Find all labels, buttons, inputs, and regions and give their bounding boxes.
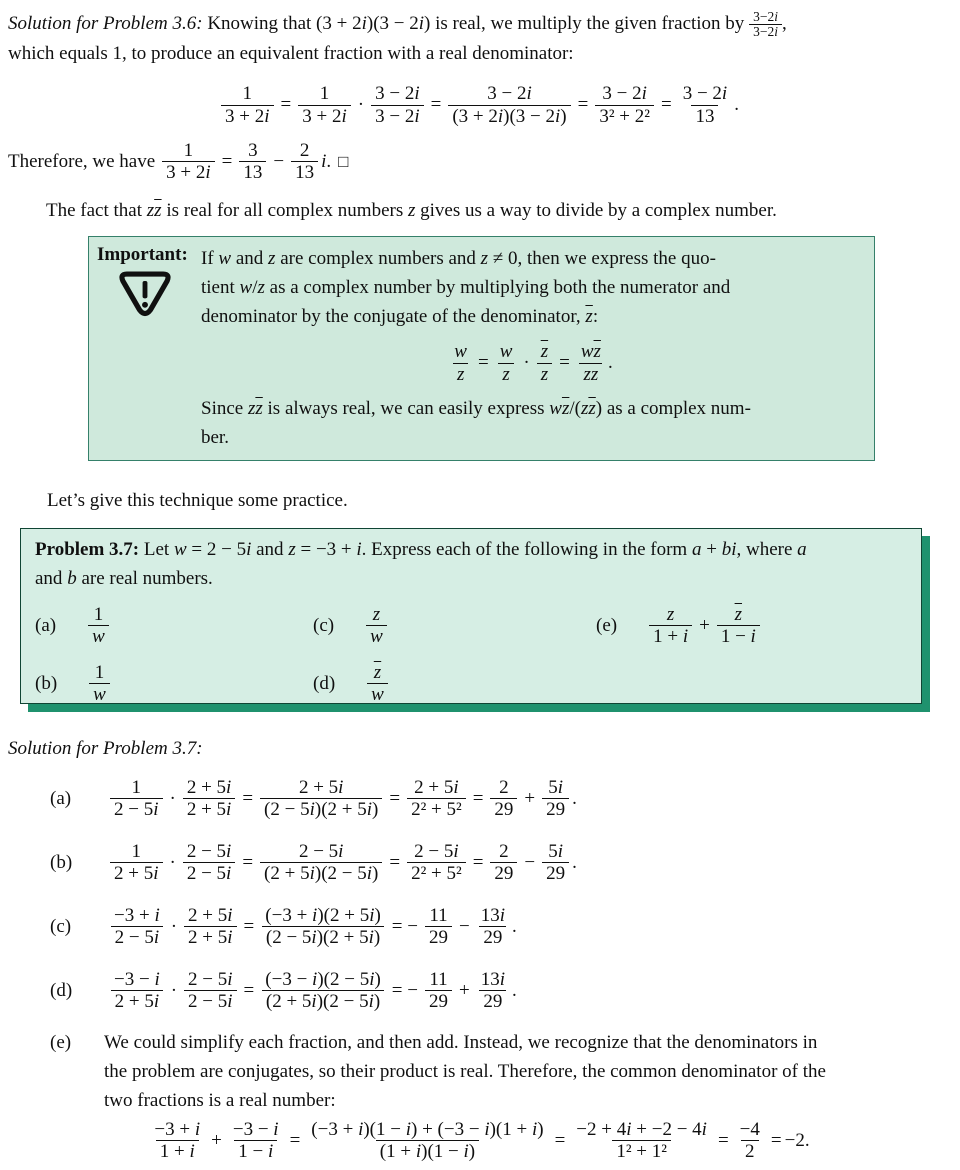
- item-expression: 1 w: [88, 604, 109, 648]
- item-label: (c): [50, 915, 72, 937]
- warning-icon: [119, 270, 171, 324]
- problem-item-c: [313, 597, 596, 655]
- solution-e-paragraph: We could simplify each fraction, and then add. Instead, we recognize that the denominators in the problem are conjugates, so their product is real. Therefore, the common denominator of the two fractions is a real number:: [104, 1031, 826, 1111]
- item-label: (a): [50, 787, 72, 809]
- problem-title: Problem 3.7: Let w = 2 − 5i and z = −3 + i. Express each of the following in the form a + bi, where a and b are real numbers.: [35, 538, 807, 589]
- problem-item-e: [596, 597, 909, 655]
- important-text: If w and z are complex numbers and z ≠ 0, then we express the quo- tient w/z as a complex number by multiplying both the numerator and denominator by the conjugate of the denominator, $\overline{z}$:: [201, 248, 731, 328]
- solution-3-6-paragraph: Solution for Problem 3.6: Knowing that (3 + 2i)(3 − 2i) is real, we multiply the given fraction by $\frac{3-2i}{3-2i}$ , which equals 1, to produce an equivalent fraction with a real denominator:: [8, 8, 787, 65]
- item-label: (a): [35, 614, 57, 636]
- important-equation: $\frac{w}{z}$ = $\frac{w}{z}$ · $\frac{\overline{z}}{z}$ = $\frac{w\overline{z}}{z\overline{z}}$ .: [454, 341, 613, 385]
- item-label: (b): [35, 672, 58, 694]
- problem-item-d: [313, 655, 596, 713]
- solution-c-equation: −3 + i 2 − 5i · $\frac{2 + 5i}{2 + 5i}$ = $\frac{(-3 + i)(2 + 5i)}{(2 - 5i)(2 + 5i)}$ = − $\frac{11}{29}$ − $\frac{13i}{29}$ .: [110, 905, 517, 949]
- problem-item-b: [35, 655, 313, 713]
- textbook-page: [0, 9, 960, 1170]
- solution-b-equation: 1 2 + 5i · $\frac{2 - 5i}{2 - 5i}$ = $\frac{2 - 5i}{(2 + 5i)(2 - 5i)}$ = $\frac{2 - 5i}{\text{2² + 5²}}$ = $\frac{2}{29}$ − $\frac{5i}{29}$ .: [110, 841, 577, 885]
- solution-a-equation: 1 2 − 5i · $\frac{2 + 5i}{2 + 5i}$ = $\frac{2 + 5i}{(2 - 5i)(2 + 5i)}$ = $\frac{2 + 5i}{\text{2² + 5²}}$ = $\frac{2}{29}$ + $\frac{5i}{29}$ .: [110, 777, 577, 821]
- problem-box: [20, 528, 922, 704]
- item-label: (c): [313, 614, 335, 636]
- solution-item-a: [50, 771, 960, 827]
- solution-d-equation: −3 − i 2 + 5i · $\frac{2 - 5i}{2 - 5i}$ = $\frac{(-3 - i)(2 - 5i)}{(2 + 5i)(2 - 5i)}$ = − $\frac{11}{29}$ + $\frac{13i}{29}$ .: [110, 969, 517, 1013]
- item-expression: z 1 + i + $\frac{\overline{z}}{1 - i}$: [649, 604, 760, 648]
- important-label: Important:: [97, 244, 188, 266]
- important-body: [193, 244, 862, 452]
- important-note: Since $z\overline{z}$ is always real, we can easily express $w\overline{z}/(z\overline{z})$ as a complex num- ber.: [201, 397, 751, 448]
- item-label: (d): [313, 672, 336, 694]
- solution-item-b: [50, 835, 960, 891]
- important-label-column: [97, 244, 193, 452]
- item-expression: z w: [366, 604, 387, 648]
- solution-3-7-heading: Solution for Problem 3.7:: [8, 737, 203, 759]
- important-box: [88, 236, 875, 461]
- item-expression: $\overline{z}$ $\overline{w}$: [367, 662, 388, 706]
- item-label: (e): [596, 614, 618, 636]
- item-label: (e): [50, 1031, 72, 1053]
- fact-paragraph: The fact that $z\overline{z}$ is real for all complex numbers z gives us a way to divide by a complex number.: [46, 200, 777, 222]
- solution-item-c: [50, 899, 960, 955]
- item-label: (b): [50, 851, 73, 873]
- therefore-line: Therefore, we have $\frac{1}{3 + 2i}$ = $\frac{3}{13}$ − $\frac{2}{13}$ i. □: [8, 139, 349, 184]
- problem-items-grid: [35, 597, 909, 713]
- solution-item-e: [50, 1028, 948, 1115]
- practice-line: Let’s give this technique some practice.: [47, 489, 348, 511]
- item-label: (d): [50, 979, 73, 1001]
- equation-3-6: $\frac{1}{3 + 2i}$ = $\frac{1}{3 + 2i}$ · $\frac{3 - 2i}{3 - 2i}$ = $\frac{3 - 2i}{(3 + 2i)(3 - 2i)}$ = $\frac{3 - 2i}{\text{3² + 2²}}$ = $\frac{3 - 2i}{13}$ .: [0, 83, 960, 127]
- item-expression: 1 $\overline{w}$: [89, 662, 110, 706]
- solution-item-d: [50, 963, 960, 1019]
- problem-item-a: [35, 597, 313, 655]
- final-equation: −3 + i 1 + i + $\frac{-3 - i}{1 - i}$ = $\frac{(-3 + i)(1 - i) + (-3 - i)(1 + i)}{(1 + i)(1 - i)}$ = $\frac{-2 + 4i + -2 - 4i}{\text{1² + 1²}}$ = $\frac{-4}{2}$ = −2.: [154, 1118, 810, 1163]
- problem-item-empty: [596, 655, 909, 713]
